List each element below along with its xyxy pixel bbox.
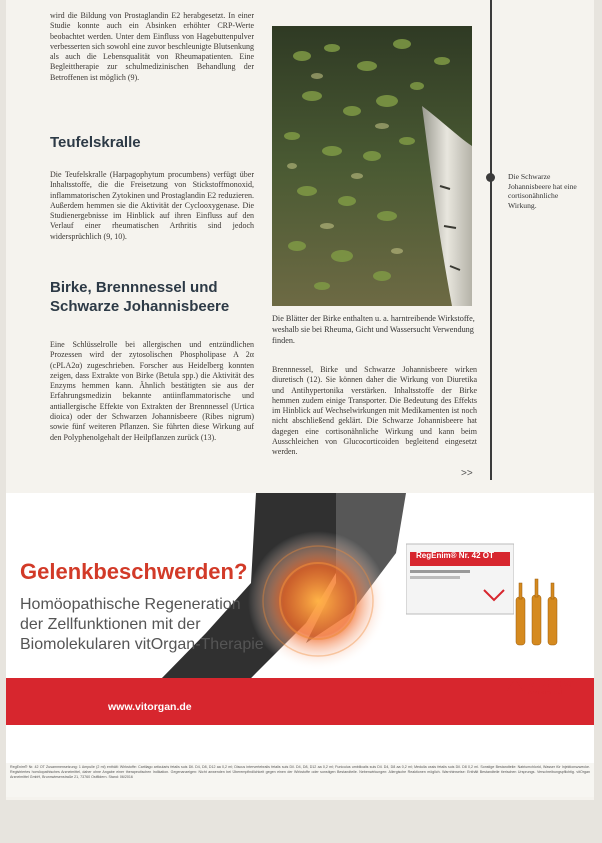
ad-headline: Gelenkbeschwerden? [20,559,248,584]
margin-bullet-icon [486,173,495,182]
birke-paragraph: Eine Schlüsselrolle bei allergischen und entzündlichen Prozessen wird der zytosolischen Phospholipase A 2α (cPLA2α) zugeschrieben. Forscher aus Heidelberg konnten zeigen, dass Extrakte von Birke (Betula spp.) die Aktivität des Enzyms hemmen kann. Ähnlich bestätigten sie aus der Erfahrungsmedizin bekannte antiinflammatorische und antiallergische Effekte von Extrakten der Brennnessel (Urtica dioica) oder der Schwarzen Johannisbeere (Ribes nigrum) sowie fünf weiteren Pflanzen. Sie führten diese Wirkung auf den Polyphenolgehalt der Heilpflanzen zurück (13). [50,340,254,442]
ad-fineprint: RegEnim® Nr. 42 OT Zusammensetzung: 1 Ampulle (2 ml) enthält: Wirkstoffe: Cartilago articularis fetalis suis Dil. D4, D8, D12 aa 0,2 ml; Discus intervertebralis fetalis suis Dil. D4, D8, D12 aa 0,2 ml; Funiculus umbilicalis suis Dil. D4, D8 aa 0,2 ml; Medulla ossis fetalis suis Dil. D8 0,2 ml. Sonstige Bestandteile: Natriumchlorid, Wasser für Injektionszwecke. Registriertes homöopathisches Arzneimittel, daher ohne Angabe einer therapeutischen Indikation. Gegenanzeigen: Nicht anwenden bei Überempfindlichkeit gegen einen der Wirkstoffe oder sonstigen Bestandteile. Nebenwirkungen: Allergische Reaktionen möglich. Warnhinweise: Enthält Bestandteile tierischen Ursprungs. Verschreibungspflichtig. vitOrgan Arzneimittel GmbH, Brunnwiesenstraße 21, 73760 Ostfildern. Stand: 06/2016 [6,763,594,797]
ad-subline-3: Biomolekularen vitOrgan-Therapie [20,636,264,653]
section-title-birke-line2: Schwarze Johannisbeere [50,298,230,315]
ad-url-link[interactable]: www.vitorgan.de [108,701,192,713]
ad-subline [20,595,264,655]
teufelskralle-paragraph: Die Teufelskralle (Harpagophytum procumbens) verfügt über Inhaltsstoffe, die die Freisetzung von Stickstoffmonoxid, inflammatorischen Zytokinen und Prostaglandin E2 reduzieren. Außerdem hemmen sie die Aktivität der Cyclooxygenase. Die Studienergebnisse im Hinblick auf ihren Einfluss auf den Verlauf einer rheumatischen Arthritis sind jedoch widersprüchlich (9, 10). [50,170,254,241]
right-paragraph: Brennnessel, Birke und Schwarze Johannisbeere wirken diuretisch (12). Sie können daher die Wirkung von Diuretika und Antihypertonika verstärken. Inhaltsstoffe der Birke hemmen zudem einige Transporter. Die Bedeutung des Effekts im Hinblick auf Wechselwirkungen mit Medikamenten ist noch nicht abschließend geklärt. Die Schwarze Johannisbeere hat dagegen eine cortisonähnliche Wirkung und kann beim Ausschleichen von Glucocorticoiden begleitend eingesetzt werden. [272,365,477,457]
vitorgan-logo-icon [504,675,526,697]
vitorgan-logo-text: vitOrgan [528,676,578,690]
margin-rule [490,0,492,480]
section-title-birke-line1: Birke, Brennnessel und [50,279,218,296]
birch-leaves-image [272,26,472,306]
section-title-birke [50,278,229,316]
product-name: RegEnim® Nr. 42 OT [416,551,494,560]
ad-subline-2: der Zellfunktionen mit der [20,616,201,633]
birch-leaves-photo [272,26,472,306]
vitorgan-logo-sub: Arzneimittel [528,690,563,696]
intro-paragraph: wird die Bildung von Prostaglandin E2 herabgesetzt. In einer Studie konnte auch ein Absinken erhöhter CRP-Werte beobachtet werden. Unter dem Einfluss von Hagebuttenpulver verbesserten sich sowohl eine zuvor beschleunigte Blutsenkung als auch die Lebensqualität von Rheumapatienten. Eine Begleittherapie zur schulmedizinischen Behandlung der Betroffenen ist möglich (9). [50,11,254,82]
margin-note: Die Schwarze Johannisbeere hat eine cortisonähnliche Wirkung. [508,172,577,210]
vitorgan-advertisement [6,493,594,763]
product-box-image [406,538,514,616]
ampoules-image [512,575,562,651]
section-title-teufelskralle: Teufelskralle [50,134,141,151]
photo-caption: Die Blätter der Birke enthalten u. a. harntreibende Wirkstoffe, weshalb sie bei Rheuma, Gicht und Wassersucht Verwendung finden. [272,314,475,345]
ad-subline-1: Homöopathische Regeneration [20,596,241,613]
continue-marker: >> [461,468,473,479]
